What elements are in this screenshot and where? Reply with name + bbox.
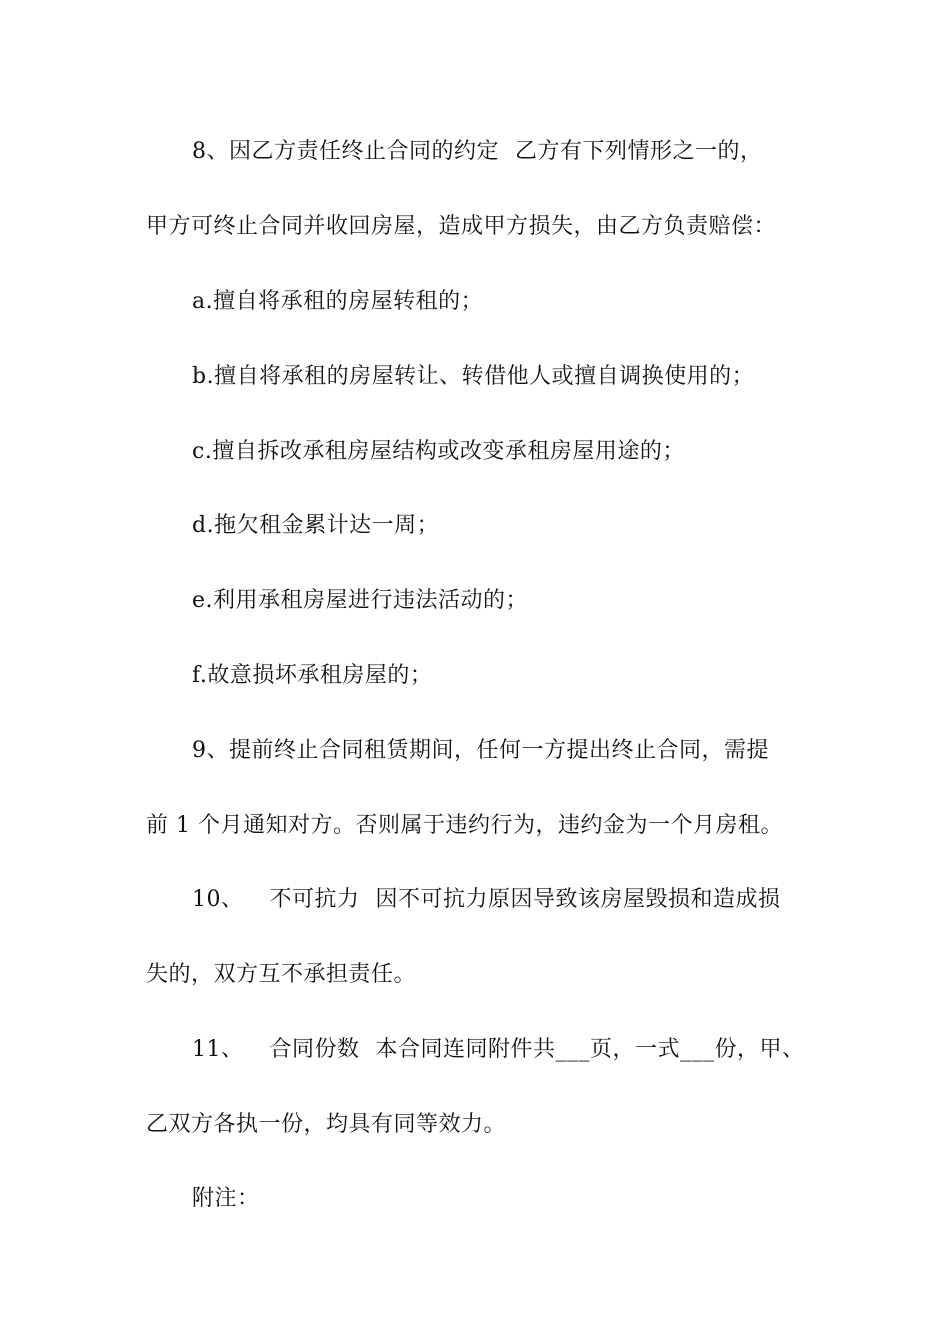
clause-9-line-1: 9、提前终止合同租赁期间，任何一方提出终止合同，需提 <box>192 738 769 763</box>
clause-8-line-1 <box>192 137 763 167</box>
clause-10-number: 10、 <box>192 887 244 912</box>
clause-11-title: 合同份数 <box>269 1037 360 1062</box>
clause-11-number: 11、 <box>192 1037 244 1062</box>
clause-10-line-2: 失的，双方互不承担责任。 <box>146 962 417 987</box>
clause-11-text: 本合同连同附件共___页，一式___份，甲、 <box>375 1037 805 1062</box>
clause-10-text: 因不可抗力原因导致该房屋毁损和造成损 <box>375 887 781 912</box>
clause-10-line-1 <box>192 885 781 915</box>
clause-8-text: 乙方有下列情形之一的， <box>515 139 763 164</box>
clause-11-line-1 <box>192 1035 805 1065</box>
list-item-c: c.擅自拆改承租房屋结构或改变承租房屋用途的； <box>192 439 685 464</box>
clause-8-line-2: 甲方可终止合同并收回房屋，造成甲方损失，由乙方负责赔偿： <box>146 214 777 239</box>
list-item-f: f.故意损坏承租房屋的； <box>192 663 433 688</box>
clause-10-title: 不可抗力 <box>269 887 360 912</box>
list-item-d: d.拖欠租金累计达一周； <box>192 513 440 538</box>
clause-8-heading: 8、因乙方责任终止合同的约定 <box>192 139 499 164</box>
list-item-b: b.擅自将承租的房屋转让、转借他人或擅自调换使用的； <box>192 364 755 389</box>
note-label: 附注： <box>192 1186 260 1211</box>
list-item-e: e.利用承租房屋进行违法活动的； <box>192 588 529 613</box>
clause-9-line-2: 前 1 个月通知对方。否则属于违约行为，违约金为一个月房租。 <box>146 813 783 838</box>
clause-11-line-2: 乙双方各执一份，均具有同等效力。 <box>146 1112 507 1137</box>
list-item-a: a.擅自将承租的房屋转租的； <box>192 289 484 314</box>
